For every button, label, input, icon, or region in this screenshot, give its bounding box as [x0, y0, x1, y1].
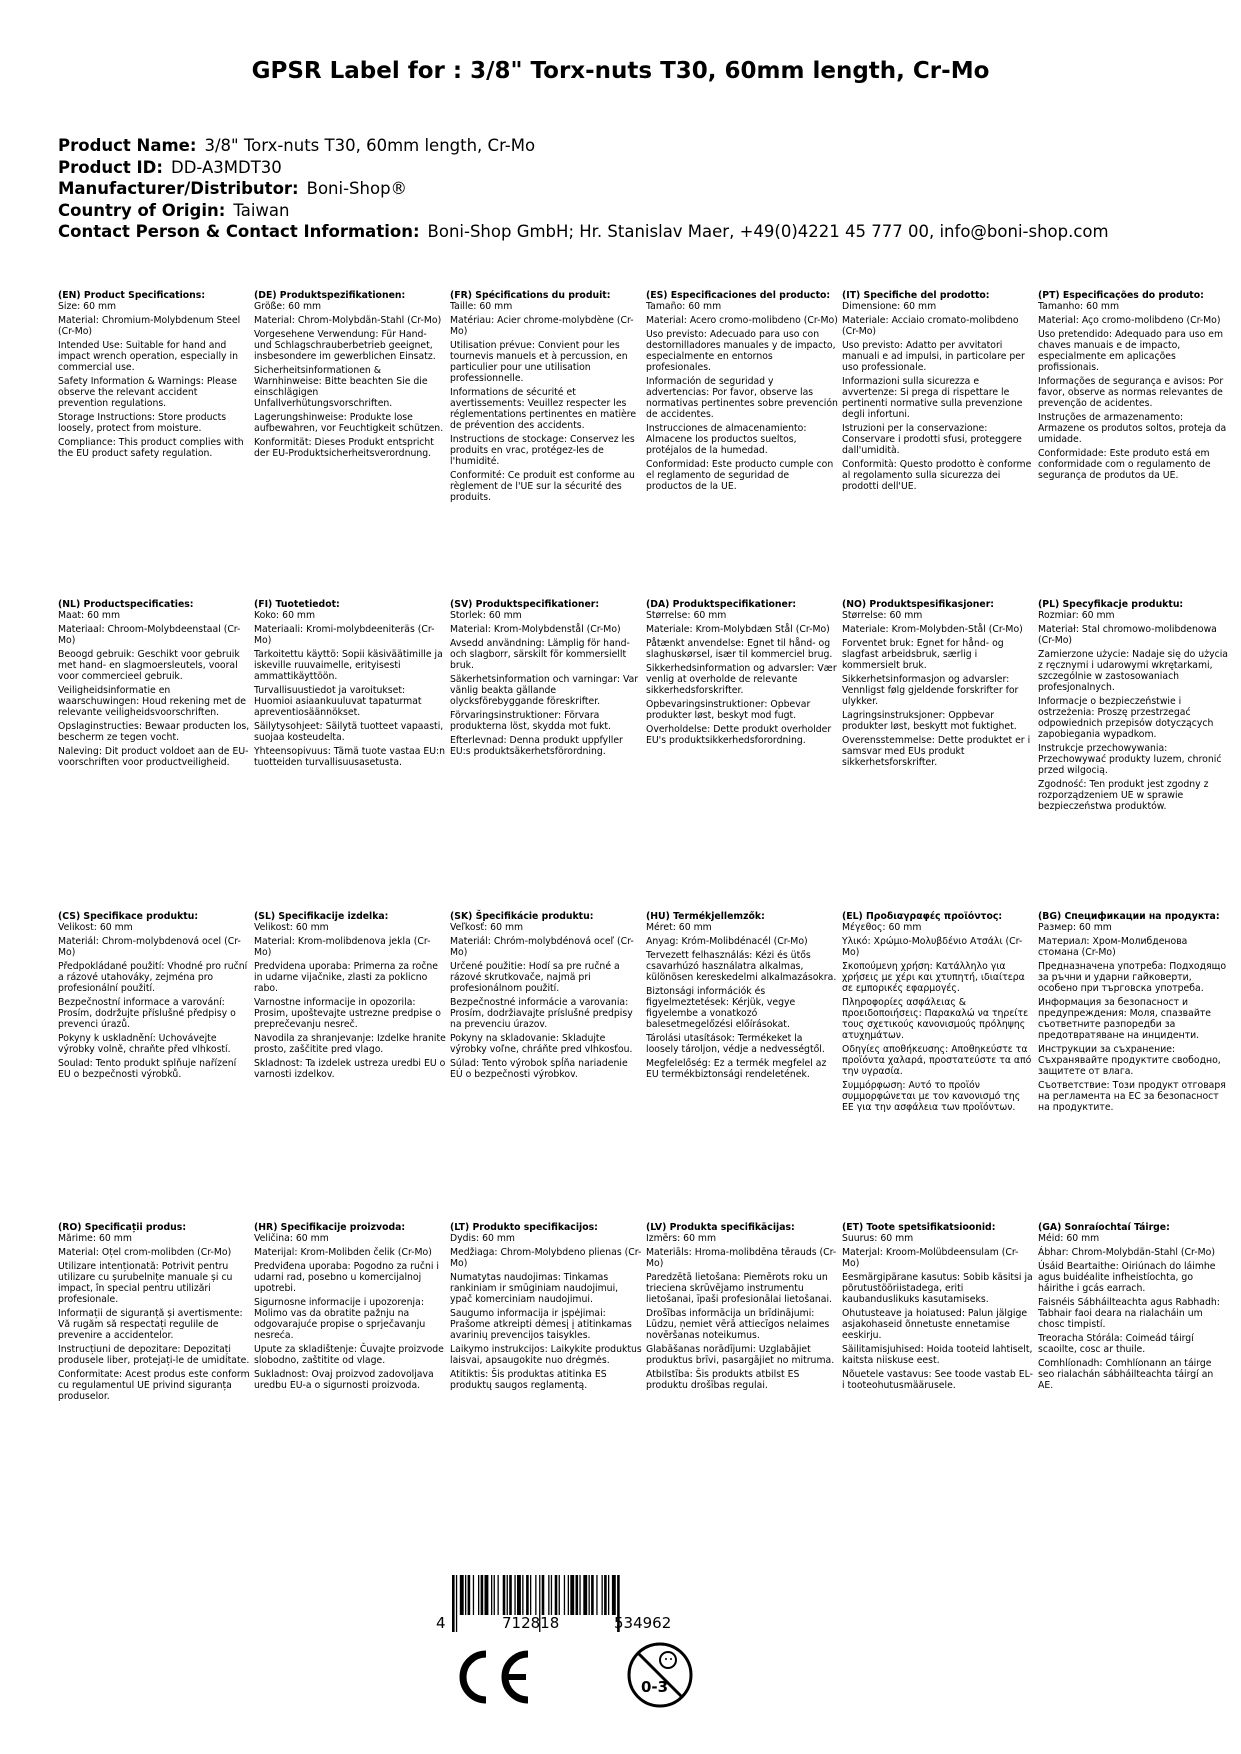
spec-line: Uso previsto: Adatto per avvitatori manuali e ad impulsi, in particolare per uso professionale. — [842, 340, 1025, 373]
spec-line: Utilizare intenționată: Potrivit pentru utilizare cu șurubelnițe manuale și cu impact, în special pentru utilizări profesionale. — [58, 1261, 233, 1305]
spec-line: Conformità: Questo prodotto è conforme al regolamento sulla sicurezza dei prodotti dell'UE. — [842, 459, 1032, 492]
header-value: Taiwan — [233, 200, 290, 220]
spec-line: Materijal: Krom-Molibden čelik (Cr-Mo) — [254, 1247, 432, 1258]
barcode-digit-lead: 4 — [436, 1614, 446, 1632]
spec-line: Materiál: Chrom-molybdenová ocel (Cr-Mo) — [58, 936, 241, 958]
age-label: 0-3 — [641, 1678, 669, 1696]
spec-line: Sikkerhetsinformasjon og advarsler: Vennligst følg gjeldende forskrifter for ulykker. — [842, 674, 1019, 707]
spec-line: Soulad: Tento produkt splňuje nařízení EU o bezpečnosti výrobků. — [58, 1058, 237, 1080]
barcode-bar — [494, 1575, 495, 1615]
spec-line: Compliance: This product complies with the EU product safety regulation. — [58, 437, 244, 459]
header-row — [58, 221, 1109, 243]
spec-line: Material: Krom-molibdenova jekla (Cr-Mo) — [254, 936, 431, 958]
spec-line: Izmērs: 60 mm — [646, 1233, 717, 1244]
spec-line: Velikost: 60 mm — [254, 922, 329, 933]
spec-line: Материал: Хром-Молибденова стомана (Cr-Mo) — [1038, 936, 1188, 958]
spec-block — [646, 1222, 838, 1394]
spec-line: Instrukcje przechowywania: Przechowywać produkty luzem, chronić przed wilgocią. — [1038, 743, 1222, 776]
spec-line: Nõuetele vastavus: See toode vastab EL-i tooteohutusmäärusele. — [842, 1369, 1033, 1391]
spec-line: Mărime: 60 mm — [58, 1233, 132, 1244]
spec-line: Koko: 60 mm — [254, 610, 316, 621]
header-value: Boni-Shop GmbH; Hr. Stanislav Maer, +49(0)4221 45 777 00, info@boni-shop.com — [427, 222, 1109, 241]
spec-line: Materiál: Chróm-molybdénová oceľ (Cr-Mo) — [450, 936, 634, 958]
barcode-bar — [526, 1575, 529, 1615]
spec-line: Materjal: Kroom-Molübdeensulam (Cr-Mo) — [842, 1247, 1019, 1269]
spec-line: Informações de segurança e avisos: Por favor, observe as normas relevantes de prevenção de acidentes. — [1038, 376, 1224, 409]
spec-block — [254, 1222, 446, 1394]
spec-block — [58, 1222, 250, 1405]
spec-line: Sukladnost: Ovaj proizvod zadovoljava uredbu EU-a o sigurnosti proizvoda. — [254, 1369, 434, 1391]
spec-block — [450, 1222, 642, 1394]
spec-line: Skladnost: Ta izdelek ustreza uredbi EU o varnosti izdelkov. — [254, 1058, 446, 1080]
spec-block — [646, 911, 838, 1083]
ce-mark-icon — [450, 1648, 532, 1706]
spec-heading: (FI) Tuotetiedot: — [254, 599, 340, 610]
spec-line: Tárolási utasítások: Termékeket la loosely tároljon, védje a nedvességtől. — [646, 1033, 825, 1055]
spec-heading: (IT) Specifiche del prodotto: — [842, 290, 990, 301]
spec-line: Veľkosť: 60 mm — [450, 922, 524, 933]
spec-heading: (RO) Specificații produs: — [58, 1222, 187, 1233]
spec-heading: (ES) Especificaciones del producto: — [646, 290, 831, 301]
spec-line: Instrucțiuni de depozitare: Depozitați produsele liber, protejați-le de umiditate. — [58, 1344, 250, 1366]
spec-line: Méid: 60 mm — [1038, 1233, 1100, 1244]
spec-line: Opbevaringsinstruktioner: Opbevar produkter løst, beskyt mod fugt. — [646, 699, 811, 721]
spec-line: Forventet bruk: Egnet for hånd- og slagfast arbeidsbruk, særlig i kommersielt bruk. — [842, 638, 1004, 671]
spec-line: Intended Use: Suitable for hand and impact wrench operation, especially in commercial use. — [58, 340, 238, 373]
barcode-bar — [509, 1575, 512, 1615]
spec-line: Informations de sécurité et avertissements: Veuillez respecter les réglementations pertinentes en matière de prévention des accidents. — [450, 387, 637, 431]
spec-line: Taille: 60 mm — [450, 301, 513, 312]
barcode-bar — [522, 1575, 523, 1615]
header-label: Product Name: — [58, 136, 197, 155]
spec-heading: (HR) Specifikacije proizvoda: — [254, 1222, 406, 1233]
spec-block — [1038, 599, 1230, 815]
spec-line: Storlek: 60 mm — [450, 610, 522, 621]
spec-line: Veiligheidsinformatie en waarschuwingen: Houd rekening met de relevante veiligheidsvoorschriften. — [58, 685, 246, 718]
spec-block — [842, 290, 1034, 495]
barcode-bar — [514, 1575, 515, 1615]
header-row — [58, 157, 1109, 179]
spec-block — [1038, 1222, 1230, 1394]
spec-heading: (LV) Produkta specifikācijas: — [646, 1222, 795, 1233]
barcode-bar — [465, 1575, 466, 1615]
spec-line: Material: Krom-Molybdenstål (Cr-Mo) — [450, 624, 621, 635]
spec-block — [646, 599, 838, 749]
barcode-bar — [473, 1575, 474, 1615]
barcode-bar — [507, 1575, 508, 1615]
spec-line: Drošības informācija un brīdinājumi: Lūdzu, ņemiet vērā attiecīgos nelaimes novēršanas noteikumus. — [646, 1308, 830, 1341]
barcode-bar — [583, 1575, 587, 1615]
spec-block — [254, 290, 446, 462]
spec-heading: (SV) Produktspecifikationer: — [450, 599, 600, 610]
spec-block — [254, 911, 446, 1083]
spec-line: Treoracha Stórála: Coimeád táirgí scaoilte, cosc ar thuile. — [1038, 1333, 1194, 1355]
barcode-bar — [542, 1575, 545, 1615]
barcode-bar — [559, 1575, 560, 1615]
product-header — [58, 135, 1109, 243]
barcode-bar — [456, 1575, 457, 1632]
spec-heading: (FR) Spécifications du produit: — [450, 290, 611, 301]
spec-block — [450, 599, 642, 760]
spec-line: Materiał: Stal chromowo-molibdenowa (Cr-Mo) — [1038, 624, 1217, 646]
spec-line: Materiaali: Kromi-molybdeeniteräs (Cr-Mo) — [254, 624, 435, 646]
spec-line: Информация за безопасност и предупреждения: Моля, спазвайте съответните разпоредби за предотвратяване на инциденти. — [1038, 997, 1211, 1041]
spec-line: Rozmiar: 60 mm — [1038, 610, 1115, 621]
spec-line: Laikymo instrukcijos: Laikykite produktus laisvai, apsaugokite nuo drėgmės. — [450, 1344, 642, 1366]
spec-heading: (NO) Produktspesifikasjoner: — [842, 599, 995, 610]
spec-block — [842, 911, 1034, 1116]
spec-line: Conformidad: Este producto cumple con el reglamento de seguridad de productos de la UE. — [646, 459, 834, 492]
barcode-bar — [568, 1575, 569, 1615]
spec-line: Comhlíonadh: Comhlíonann an táirge seo rialachán sábháilteachta táirgí an AE. — [1038, 1358, 1214, 1391]
barcode-bar — [517, 1575, 521, 1615]
barcode-digits-right: 534962 — [614, 1614, 672, 1632]
spec-line: Glabāšanas norādījumi: Uzglabājiet produktus brīvi, pasargājiet no mitruma. — [646, 1344, 835, 1366]
spec-line: Инструкции за съхранение: Съхранявайте продуктите свободно, защитете от влага. — [1038, 1044, 1221, 1077]
spec-line: Určené použitie: Hodí sa pre ručné a rázové skrutkovače, najmä pri profesionálnom použití. — [450, 961, 620, 994]
spec-line: Sigurnosne informacije i upozorenja: Molimo vas da obratite pažnju na odgovarajuće propise o sprječavanju nesreća. — [254, 1297, 426, 1341]
spec-line: Biztonsági információk és figyelmeztetések: Kérjük, vegye figyelembe a vonatkozó balesetmegelőzési előírásokat. — [646, 986, 796, 1030]
spec-block — [1038, 290, 1230, 484]
spec-line: Размер: 60 mm — [1038, 922, 1112, 933]
spec-line: Dimensione: 60 mm — [842, 301, 937, 312]
spec-block — [1038, 911, 1230, 1116]
header-label: Country of Origin: — [58, 200, 226, 220]
spec-line: Overholdelse: Dette produkt overholder EU's produktsikkerhedsforordning. — [646, 724, 832, 746]
spec-line: Anyag: Króm-Molibdénacél (Cr-Mo) — [646, 936, 808, 947]
barcode-bar — [608, 1575, 609, 1615]
spec-line: Tamanho: 60 mm — [1038, 301, 1120, 312]
spec-line: Pokyny na skladovanie: Skladujte výrobky voľne, chráňte pred vlhkosťou. — [450, 1033, 633, 1055]
spec-line: Πληροφορίες ασφάλειας & προειδοποιήσεις: Παρακαλώ να τηρείτε τους σχετικούς κανονισμούς πρόληψης ατυχημάτων. — [842, 997, 1029, 1041]
spec-heading: (HU) Termékjellemzők: — [646, 911, 765, 922]
spec-line: Předpokládané použití: Vhodné pro ruční a rázové utahováky, zejména pro profesionální použití. — [58, 961, 248, 994]
spec-line: Säilitamisjuhised: Hoida tooteid lahtiselt, kaitsta niiskuse eest. — [842, 1344, 1033, 1366]
spec-block — [450, 911, 642, 1083]
header-row — [58, 135, 1109, 157]
barcode-digits-left: 712818 — [502, 1614, 560, 1632]
barcode-bar — [503, 1575, 506, 1615]
spec-line: Οδηγίες αποθήκευσης: Αποθηκεύστε τα προϊόντα χαλαρά, προστατεύστε τα από την υγρασία. — [842, 1044, 1032, 1077]
spec-line: Ábhar: Chrom-Molybdän-Stahl (Cr-Mo) — [1038, 1247, 1215, 1258]
spec-line: Tarkoitettu käyttö: Sopii käsiväätimille ja iskeville ruuvaimelle, erityisesti ammattikäyttöön. — [254, 649, 443, 682]
spec-line: Úsáid Beartaithe: Oiriúnach do láimhe agus buidéalite infheistíochta, go háirithe i gcás earrach. — [1038, 1261, 1216, 1294]
spec-line: Tervezett felhasználás: Kézi és ütős csavarhúzó használatra alkalmas, különösen kereskedelmi alkalmazásokra. — [646, 950, 837, 983]
age-warning-icon — [625, 1640, 695, 1710]
spec-line: Matériau: Acier chrome-molybdène (Cr-Mo) — [450, 315, 634, 337]
barcode-bar — [555, 1575, 558, 1615]
barcode-bar — [591, 1575, 594, 1615]
spec-line: Pokyny k uskladnění: Uchovávejte výrobky volně, chraňte před vlhkostí. — [58, 1033, 231, 1055]
spec-line: Påtænkt anvendelse: Egnet til hånd- og slaghuskørsel, især til kommerciel brug. — [646, 638, 833, 660]
spec-line: Ohutusteave ja hoiatused: Palun jälgige asjakohaseid õnnetuste ennetamise eeskirju. — [842, 1308, 1028, 1341]
spec-heading: (NL) Productspecificaties: — [58, 599, 194, 610]
spec-heading: (SL) Specifikacije izdelka: — [254, 911, 389, 922]
spec-line: Informazioni sulla sicurezza e avvertenze: Si prega di rispettare le pertinenti normative sulla prevenzione degli infortuni. — [842, 376, 1023, 420]
spec-line: Størrelse: 60 mm — [842, 610, 923, 621]
spec-line: Förvaringsinstruktioner: Förvara produkterna löst, skydda mot fukt. — [450, 710, 611, 732]
barcode-bar — [602, 1575, 603, 1615]
spec-heading: (PT) Especificações do produto: — [1038, 290, 1204, 301]
spec-line: Съответствие: Този продукт отговаря на регламента на ЕС за безопасност на продуктите. — [1038, 1080, 1226, 1113]
spec-heading: (CS) Specifikace produktu: — [58, 911, 199, 922]
header-row — [58, 200, 1109, 222]
spec-line: Atitiktis: Šis produktas atitinka ES produktų saugos reglamentą. — [450, 1369, 607, 1391]
spec-line: Naleving: Dit product voldoet aan de EU-voorschriften voor productveiligheid. — [58, 746, 249, 768]
spec-line: Avsedd användning: Lämplig för hand- och slagborr, särskilt för kommersiellt bruk. — [450, 638, 630, 671]
spec-line: Materiale: Acciaio cromato-molibdeno (Cr-Mo) — [842, 315, 1019, 337]
spec-block — [58, 290, 250, 462]
spec-line: Opslaginstructies: Bewaar producten los, bescherm ze tegen vocht. — [58, 721, 250, 743]
spec-heading: (EN) Product Specifications: — [58, 290, 206, 301]
spec-line: Materiāls: Hroma-molibdēna tērauds (Cr-Mo) — [646, 1247, 837, 1269]
barcode-bar — [596, 1575, 597, 1615]
barcode-bar — [604, 1575, 607, 1615]
barcode-bar — [589, 1575, 590, 1615]
spec-line: Predviđena uporaba: Pogodno za ručni i udarni rad, posebno u komercijalnoj upotrebi. — [254, 1261, 439, 1294]
spec-block — [450, 290, 642, 506]
spec-line: Súlad: Tento výrobok spĺňa nariadenie EÚ o bezpečnosti výrobkov. — [450, 1058, 628, 1080]
spec-line: Zamierzone użycie: Nadaje się do użycia z ręcznymi i udarowymi wkrętarkami, szczególnie w zastosowaniach profesjonalnych. — [1038, 649, 1228, 693]
header-label: Product ID: — [58, 157, 163, 177]
spec-line: Eesmärgipärane kasutus: Sobib käsitsi ja põrutustööriistadega, eriti kaubanduslikuks kasutamiseks. — [842, 1272, 1033, 1305]
spec-line: Maat: 60 mm — [58, 610, 121, 621]
spec-block — [842, 599, 1034, 771]
spec-line: Safety Information & Warnings: Please observe the relevant accident prevention regulations. — [58, 376, 237, 409]
spec-line: Size: 60 mm — [58, 301, 117, 312]
spec-line: Säilytysohjeet: Säilytä tuotteet vapaasti, suojaa kosteudelta. — [254, 721, 444, 743]
spec-block — [842, 1222, 1034, 1394]
spec-line: Navodila za shranjevanje: Izdelke hranite prosto, zaščitite pred vlago. — [254, 1033, 446, 1055]
barcode-bar — [485, 1575, 489, 1615]
spec-line: Material: Chrom-Molybdän-Stahl (Cr-Mo) — [254, 315, 442, 326]
spec-line: Størrelse: 60 mm — [646, 610, 727, 621]
spec-line: Atbilstība: Šis produkts atbilst ES produktu drošības regulai. — [646, 1369, 800, 1391]
spec-line: Tamaño: 60 mm — [646, 301, 722, 312]
spec-line: Veličina: 60 mm — [254, 1233, 329, 1244]
spec-line: Zgodność: Ten produkt jest zgodny z rozporządzeniem UE w sprawie bezpieczeństwa produktów. — [1038, 779, 1209, 812]
spec-line: Predvidena uporaba: Primerna za ročne in udarne vijačnike, zlasti za poklicno rabo. — [254, 961, 439, 994]
spec-line: Bezpečnostní informace a varování: Prosím, dodržujte příslušné předpisy o prevenci úrazů. — [58, 997, 236, 1030]
spec-line: Vorgesehene Verwendung: Für Hand- und Schlagschrauberbetrieb geeignet, insbesondere im gewerblichen Einsatz. — [254, 329, 436, 362]
spec-block — [58, 599, 250, 771]
barcode-bar — [452, 1575, 455, 1632]
header-label: Manufacturer/Distributor: — [58, 179, 299, 198]
spec-line: Turvallisuustiedot ja varoitukset: Huomioi asiaankuuluvat tapaturmat apreventiosäännökset. — [254, 685, 422, 718]
spec-heading: (SK) Špecifikácie produktu: — [450, 911, 594, 922]
spec-line: Instrucciones de almacenamiento: Almacene los productos sueltos, protéjalos de la humedad. — [646, 423, 807, 456]
spec-line: Utilisation prévue: Convient pour les tournevis manuels et à percussion, en particulier pour une utilisation professionnelle. — [450, 340, 628, 384]
spec-line: Instructions de stockage: Conservez les produits en vrac, protégez-les de l'humidité. — [450, 434, 635, 467]
spec-line: Informacje o bezpieczeństwie i ostrzeżenia: Proszę przestrzegać odpowiednich przepisów dotyczących zapobiegania wypadkom. — [1038, 696, 1214, 740]
barcode-bar — [570, 1575, 574, 1615]
spec-line: Instruções de armazenamento: Armazene os produtos soltos, proteja da umidade. — [1038, 412, 1227, 445]
spec-line: Faisnéis Sábháilteachta agus Rabhadh: Tabhair faoi deara na rialacháin um chosc timpistí. — [1038, 1297, 1220, 1330]
spec-line: Material: Acero cromo-molibdeno (Cr-Mo) — [646, 315, 838, 326]
spec-line: Предназначена употреба: Подходящо за ръчни и ударни гайковерти, особено при търговска употреба. — [1038, 961, 1227, 994]
spec-heading: (DA) Produktspecifikationer: — [646, 599, 797, 610]
spec-line: Größe: 60 mm — [254, 301, 322, 312]
barcode-bar — [491, 1575, 492, 1615]
barcode-bar — [535, 1575, 536, 1615]
barcode-bar — [551, 1575, 552, 1615]
spec-line: Efterlevnad: Denna produkt uppfyller EU:s produktsäkerhetsförordning. — [450, 735, 623, 757]
spec-line: Overensstemmelse: Dette produktet er i samsvar med EUs produkt sikkerhetsforskrifter. — [842, 735, 1031, 768]
spec-line: Μέγεθος: 60 mm — [842, 922, 922, 933]
barcode-bar — [460, 1575, 464, 1615]
barcode-bar — [576, 1575, 579, 1615]
spec-heading: (LT) Produkto specifikacijos: — [450, 1222, 598, 1233]
barcode-bar — [579, 1575, 580, 1615]
spec-line: Suurus: 60 mm — [842, 1233, 914, 1244]
header-value: 3/8" Torx-nuts T30, 60mm length, Cr-Mo — [204, 136, 536, 155]
spec-block — [254, 599, 446, 771]
spec-line: Bezpečnostné informácie a varovania: Prosím, dodržiavajte príslušné predpisy na prevenciu úrazov. — [450, 997, 633, 1030]
spec-line: Velikost: 60 mm — [58, 922, 133, 933]
spec-line: Megfelelőség: Ez a termék megfelel az EU termékbiztonsági rendeletének. — [646, 1058, 827, 1080]
spec-line: Upute za skladištenje: Čuvajte proizvode slobodno, zaštitite od vlage. — [254, 1344, 444, 1366]
spec-line: Material: Chromium-Molybdenum Steel (Cr-Mo) — [58, 315, 241, 337]
spec-block — [58, 911, 250, 1083]
spec-heading: (EL) Προδιαγραφές προϊόντος: — [842, 911, 1003, 922]
spec-line: Materiale: Krom-Molybdæn Stål (Cr-Mo) — [646, 624, 830, 635]
barcode-bar — [564, 1575, 565, 1615]
spec-line: Lagringsinstruksjoner: Oppbevar produkter løst, beskytt mot fuktighet. — [842, 710, 1017, 732]
spec-line: Dydis: 60 mm — [450, 1233, 515, 1244]
spec-line: Materiaal: Chroom-Molybdeenstaal (Cr-Mo) — [58, 624, 241, 646]
barcode-bar — [481, 1575, 484, 1615]
spec-line: Σκοπούμενη χρήση: Κατάλληλο για χρήσεις με χέρι και χτυπητή, ιδιαίτερα σε εμπορικές εφαρμογές. — [842, 961, 1025, 994]
barcode-bar — [612, 1575, 616, 1615]
spec-line: Lagerungshinweise: Produkte lose aufbewahren, vor Feuchtigkeit schützen. — [254, 412, 444, 434]
spec-line: Uso previsto: Adecuado para uso con destornilladores manuales y de impacto, especialmente en entornos profesionales. — [646, 329, 836, 373]
spec-line: Yhteensopivuus: Tämä tuote vastaa EU:n tuotteiden turvallisuusasetusta. — [254, 746, 446, 768]
spec-block — [646, 290, 838, 495]
spec-line: Materiale: Krom-Molybden-Stål (Cr-Mo) — [842, 624, 1023, 635]
barcode-bar — [530, 1575, 531, 1615]
spec-heading: (BG) Спецификации на продукта: — [1038, 911, 1220, 922]
barcode-bar — [548, 1575, 549, 1615]
header-label: Contact Person & Contact Information: — [58, 222, 420, 241]
spec-line: Varnostne informacije in opozorila: Prosim, upoštevajte ustrezne predpise o preprečevanju nesreč. — [254, 997, 441, 1030]
spec-line: Saugumo informacija ir įspėjimai: Prašome atkreipti dėmesį į atitinkamas avarinių prevencijos taisykles. — [450, 1308, 632, 1341]
page-title: GPSR Label for : 3/8" Torx-nuts T30, 60mm length, Cr-Mo — [251, 58, 990, 84]
header-value: Boni-Shop® — [306, 179, 408, 198]
spec-line: Uso pretendido: Adequado para uso em chaves manuais e de impacto, especialmente em aplicações profissionais. — [1038, 329, 1224, 373]
ean-barcode — [434, 1575, 724, 1632]
spec-line: Informații de siguranță și avertismente: Vă rugăm să respectați regulile de prevenire a accidentelor. — [58, 1308, 243, 1341]
spec-heading: (GA) Sonraíochtaí Táirge: — [1038, 1222, 1170, 1233]
header-value: DD-A3MDT30 — [170, 157, 282, 177]
spec-heading: (DE) Produktspezifikationen: — [254, 290, 406, 301]
barcode-bar — [498, 1575, 499, 1615]
spec-heading: (ET) Toote spetsifikatsioonid: — [842, 1222, 996, 1233]
spec-line: Material: Oțel crom-molibden (Cr-Mo) — [58, 1247, 232, 1258]
spec-line: Storage Instructions: Store products loosely, protect from moisture. — [58, 412, 227, 434]
barcode-bar — [468, 1575, 471, 1615]
spec-line: Beoogd gebruik: Geschikt voor gebruik met hand- en slagmoersleutels, vooral voor commercieel gebruik. — [58, 649, 240, 682]
spec-line: Sikkerhedsinformation og advarsler: Vær venlig at overholde de relevante sikkerhedsforskrifter. — [646, 663, 837, 696]
spec-heading: (PL) Specyfikacje produktu: — [1038, 599, 1184, 610]
spec-line: Paredzētā lietošana: Piemērots roku un trieciena skrūvējamo instrumentu lietošanai, īpaši profesionālai lietošanai. — [646, 1272, 833, 1305]
spec-line: Conformidade: Este produto está em conformidade com o regulamento de segurança de produtos da UE. — [1038, 448, 1211, 481]
spec-line: Istruzioni per la conservazione: Conservare i prodotti sfusi, proteggere dall'umidità. — [842, 423, 1022, 456]
barcode-bar — [478, 1575, 479, 1615]
spec-line: Conformité: Ce produit est conforme au règlement de l'UE sur la sécurité des produits. — [450, 470, 635, 503]
spec-line: Conformitate: Acest produs este conform cu regulamentul UE privind siguranța produselor. — [58, 1369, 250, 1402]
spec-line: Información de seguridad y advertencias: Por favor, observe las normativas pertinentes sobre prevención de accidentes. — [646, 376, 838, 420]
spec-line: Säkerhetsinformation och varningar: Var vänlig beakta gällande olycksförebyggande föreskrifter. — [450, 674, 639, 707]
spec-line: Méret: 60 mm — [646, 922, 712, 933]
spec-line: Sicherheitsinformationen & Warnhinweise: Bitte beachten Sie die einschlägigen Unfallverhütungsvorschriften. — [254, 365, 428, 409]
spec-line: Υλικό: Χρώμιο-Μολυβδένιο Ατσάλι (Cr-Mo) — [842, 936, 1023, 958]
spec-line: Konformität: Dieses Produkt entspricht der EU-Produktsicherheitsverordnung. — [254, 437, 434, 459]
spec-line: Medžiaga: Chrom-Molybdeno plienas (Cr-Mo) — [450, 1247, 642, 1269]
header-row — [58, 178, 1109, 200]
spec-line: Συμμόρφωση: Αυτό το προϊόν συμμορφώνεται με τον κανονισμό της ΕΕ για την ασφάλεια των προϊόντων. — [842, 1080, 1021, 1113]
spec-line: Material: Aço cromo-molibdeno (Cr-Mo) — [1038, 315, 1221, 326]
spec-line: Numatytas naudojimas: Tinkamas rankiniam ir smūginiam naudojimui, ypač komerciniam naudojimui. — [450, 1272, 619, 1305]
